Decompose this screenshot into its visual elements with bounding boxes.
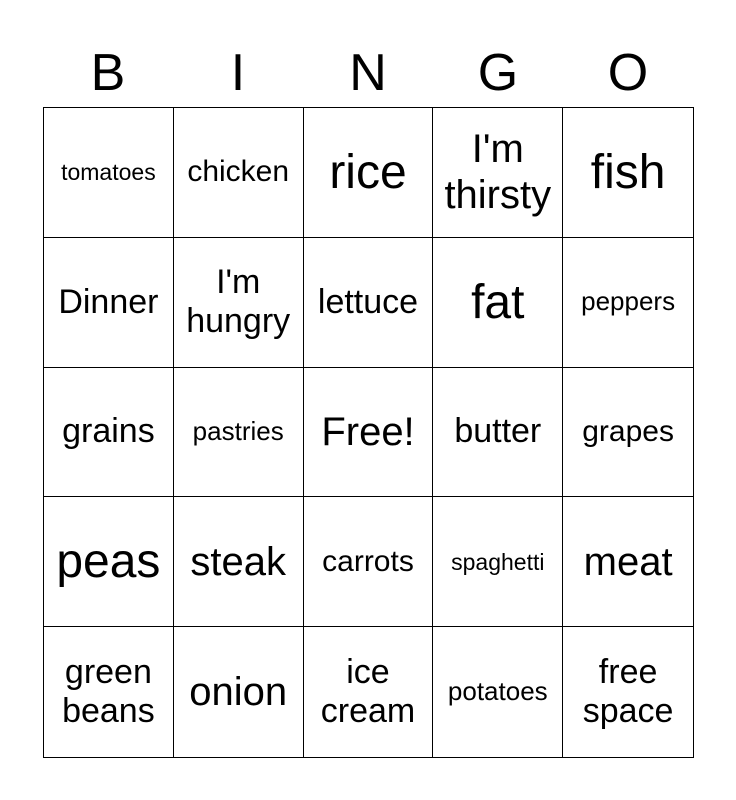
header-letter-g: G bbox=[477, 44, 519, 102]
bingo-cell[interactable] bbox=[304, 627, 434, 757]
bingo-cell[interactable] bbox=[563, 368, 693, 498]
bingo-cell[interactable] bbox=[433, 108, 563, 238]
bingo-cell[interactable] bbox=[304, 497, 434, 627]
header-letter-o: O bbox=[607, 44, 649, 102]
cell-label: fish bbox=[590, 145, 666, 199]
cell-label: lettuce bbox=[317, 282, 419, 321]
bingo-cell[interactable] bbox=[563, 497, 693, 627]
cell-label: spaghetti bbox=[451, 548, 545, 575]
cell-label: chicken bbox=[187, 155, 290, 189]
cell-label: grains bbox=[62, 412, 155, 451]
cell-label: carrots bbox=[322, 544, 414, 578]
bingo-cell[interactable] bbox=[563, 108, 693, 238]
bingo-cell[interactable] bbox=[433, 368, 563, 498]
bingo-cell[interactable] bbox=[174, 238, 304, 368]
cell-label: Free! bbox=[321, 409, 415, 454]
bingo-cell[interactable] bbox=[44, 627, 174, 757]
cell-label: I'm hungry bbox=[186, 263, 291, 341]
cell-label: meat bbox=[583, 539, 673, 584]
cell-label: green beans bbox=[62, 653, 155, 731]
bingo-board bbox=[43, 107, 694, 758]
header-letter-b: B bbox=[90, 44, 126, 102]
cell-label: ice cream bbox=[320, 653, 416, 731]
cell-label: free space bbox=[582, 653, 674, 731]
cell-label: potatoes bbox=[447, 676, 548, 707]
bingo-cell[interactable] bbox=[304, 108, 434, 238]
cell-label: I'm thirsty bbox=[444, 127, 552, 218]
bingo-cell[interactable] bbox=[563, 627, 693, 757]
cell-label: grapes bbox=[582, 414, 674, 448]
bingo-cell[interactable] bbox=[304, 368, 434, 498]
bingo-cell[interactable] bbox=[433, 238, 563, 368]
header-letter-n: N bbox=[349, 44, 387, 102]
bingo-cell[interactable] bbox=[433, 627, 563, 757]
bingo-cell[interactable] bbox=[44, 108, 174, 238]
cell-label: fat bbox=[471, 275, 525, 329]
bingo-cell[interactable] bbox=[44, 368, 174, 498]
bingo-cell[interactable] bbox=[304, 238, 434, 368]
cell-label: steak bbox=[190, 539, 286, 584]
bingo-cell[interactable] bbox=[174, 108, 304, 238]
bingo-cell[interactable] bbox=[563, 238, 693, 368]
cell-label: peas bbox=[56, 535, 161, 589]
header-letter-i: I bbox=[230, 44, 246, 102]
cell-label: peppers bbox=[581, 286, 676, 317]
bingo-cell[interactable] bbox=[174, 368, 304, 498]
cell-label: pastries bbox=[192, 416, 284, 447]
bingo-cell[interactable] bbox=[174, 627, 304, 757]
bingo-cell[interactable] bbox=[44, 497, 174, 627]
cell-label: tomatoes bbox=[61, 159, 156, 186]
bingo-cell[interactable] bbox=[174, 497, 304, 627]
cell-label: butter bbox=[454, 412, 542, 451]
bingo-cell[interactable] bbox=[44, 238, 174, 368]
cell-label: Dinner bbox=[58, 282, 159, 321]
cell-label: onion bbox=[189, 670, 288, 715]
bingo-header bbox=[43, 40, 693, 106]
bingo-cell[interactable] bbox=[433, 497, 563, 627]
cell-label: rice bbox=[329, 145, 407, 199]
